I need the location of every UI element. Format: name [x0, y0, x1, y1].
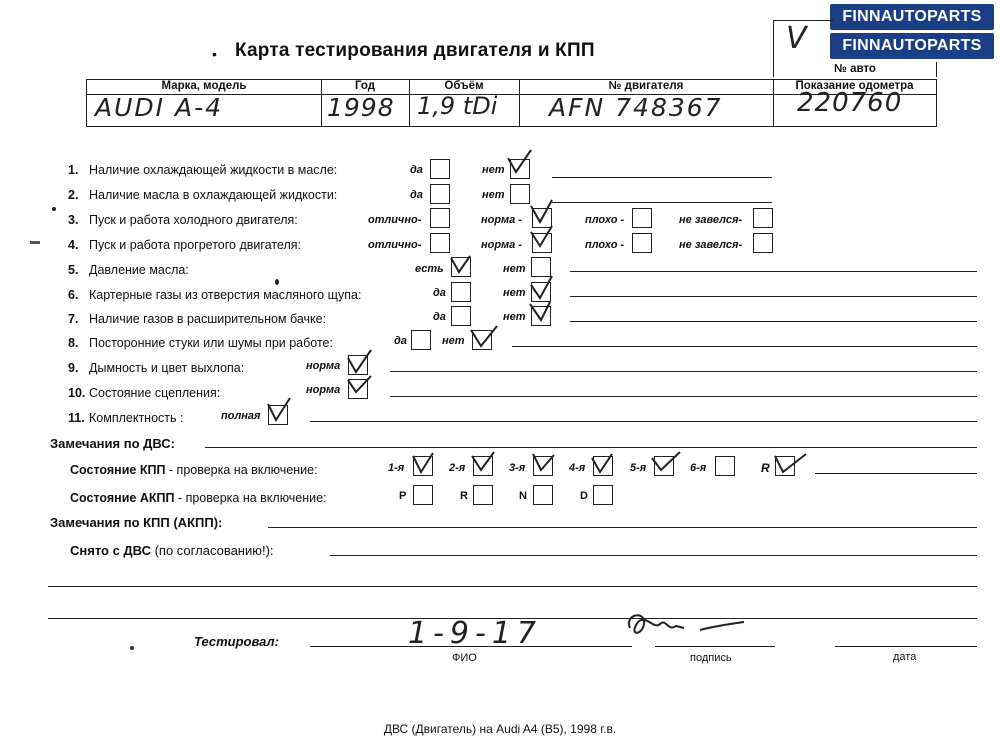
item-1-note-line[interactable] — [552, 177, 772, 178]
item-7-opt-no: нет — [503, 311, 526, 323]
item-10-number: 10. — [68, 386, 86, 400]
removed-line-2[interactable] — [48, 586, 977, 587]
item-10-opt-normal: норма — [306, 384, 341, 396]
item-2-label: Наличие масла в охлаждающей жидкости: — [89, 188, 338, 202]
item-2-no-checkbox[interactable] — [510, 184, 530, 204]
item-10-normal-checkbox[interactable] — [348, 379, 368, 399]
akpp-r-label: R — [460, 490, 468, 502]
item-8-yes-checkbox[interactable] — [411, 330, 431, 350]
tested-by-value: 1-9-17 — [408, 616, 542, 651]
item-4-opt-normal: норма - — [481, 239, 522, 251]
item-2-opt-no: нет — [482, 189, 505, 201]
kpp-gear-r-checkbox[interactable] — [775, 456, 795, 476]
kpp-gear-5-label: 5-я — [630, 462, 647, 474]
item-2-number: 2. — [68, 188, 79, 202]
item-9-note-line[interactable] — [390, 371, 977, 372]
stray-dot-4 — [130, 646, 134, 650]
removed-line[interactable] — [330, 555, 977, 556]
item-4-excellent-checkbox[interactable] — [430, 233, 450, 253]
title-bullet: • — [212, 46, 217, 62]
item-6-opt-yes: да — [433, 287, 446, 299]
kpp-gear-3-label: 3-я — [509, 462, 526, 474]
akpp-d-checkbox[interactable] — [593, 485, 613, 505]
kpp-gear-1-checkbox[interactable] — [413, 456, 433, 476]
kpp-note-line[interactable] — [815, 473, 977, 474]
item-7-note-line[interactable] — [570, 321, 977, 322]
signature-scribble — [620, 608, 750, 648]
auto-number-box — [773, 20, 834, 63]
item-8-number: 8. — [68, 336, 79, 350]
kpp-label: Состояние КПП - проверка на включение: — [70, 463, 318, 477]
col-engine-number: № двигателя — [608, 80, 684, 92]
remarks-engine-label: Замечания по ДВС: — [50, 436, 175, 451]
item-9-label: Дымность и цвет выхлопа: — [89, 361, 245, 375]
kpp-gear-6-label: 6-я — [690, 462, 707, 474]
item-8-note-line[interactable] — [512, 346, 977, 347]
remarks-kpp-label: Замечания по КПП (АКПП): — [50, 515, 223, 530]
stray-dot-2 — [30, 241, 40, 244]
item-8-opt-yes: да — [394, 335, 407, 347]
item-3-number: 3. — [68, 213, 79, 227]
akpp-n-label: N — [519, 490, 527, 502]
value-year: 1998 — [327, 93, 395, 122]
col-year: Год — [354, 80, 376, 92]
item-2-yes-checkbox[interactable] — [430, 184, 450, 204]
akpp-r-checkbox[interactable] — [473, 485, 493, 505]
akpp-p-checkbox[interactable] — [413, 485, 433, 505]
col-model: Марка, модель — [161, 80, 247, 92]
item-2-opt-yes: да — [410, 189, 423, 201]
item-11-note-line[interactable] — [310, 421, 977, 422]
auto-number-value: V — [786, 21, 807, 56]
kpp-gear-r-label: R — [761, 461, 770, 475]
item-5-label: Давление масла: — [89, 263, 189, 277]
item-4-opt-nostart: не завелся- — [679, 239, 743, 251]
fio-label: ФИО — [452, 652, 477, 664]
item-7-no-checkbox[interactable] — [531, 306, 551, 326]
kpp-gear-2-checkbox[interactable] — [473, 456, 493, 476]
item-9-number: 9. — [68, 361, 79, 375]
akpp-label: Состояние АКПП - проверка на включение: — [70, 491, 327, 505]
value-model: AUDI A-4 — [95, 93, 223, 122]
item-3-label: Пуск и работа холодного двигателя: — [89, 213, 298, 227]
signature-label: подпись — [690, 652, 732, 664]
kpp-gear-6-checkbox[interactable] — [715, 456, 735, 476]
item-11-label: Комплектность : — [89, 411, 184, 425]
kpp-gear-1-label: 1-я — [388, 462, 405, 474]
item-8-opt-no: нет — [442, 335, 465, 347]
auto-number-label-cell — [773, 62, 937, 77]
item-4-nostart-checkbox[interactable] — [753, 233, 773, 253]
item-8-no-checkbox[interactable] — [472, 330, 492, 350]
item-6-no-checkbox[interactable] — [531, 282, 551, 302]
item-5-number: 5. — [68, 263, 79, 277]
item-8-label: Посторонние стуки или шумы при работе: — [89, 336, 333, 350]
col-volume: Объём — [444, 80, 484, 92]
item-4-opt-excellent: отлично- — [368, 239, 422, 251]
auto-number-label: № авто — [834, 63, 876, 75]
header-table — [86, 79, 937, 127]
item-10-label: Состояние сцепления: — [89, 386, 221, 400]
item-4-normal-checkbox[interactable] — [532, 233, 552, 253]
kpp-gear-4-label: 4-я — [569, 462, 586, 474]
col-odometer: Показание одометра — [795, 80, 914, 92]
item-4-bad-checkbox[interactable] — [632, 233, 652, 253]
item-4-opt-bad: плохо - — [585, 239, 625, 251]
remarks-engine-line[interactable] — [205, 447, 977, 448]
item-7-opt-yes: да — [433, 311, 446, 323]
item-6-note-line[interactable] — [570, 296, 977, 297]
date-line[interactable] — [835, 646, 977, 647]
item-4-number: 4. — [68, 238, 79, 252]
item-1-label: Наличие охлаждающей жидкости в масле: — [89, 163, 338, 177]
stray-dot-1 — [52, 207, 56, 211]
kpp-gear-5-checkbox[interactable] — [654, 456, 674, 476]
value-engine-number: AFN 748367 — [549, 93, 723, 122]
item-3-opt-normal: норма - — [481, 214, 522, 226]
item-2-note-line[interactable] — [552, 202, 772, 203]
watermark-bottom: FINNAUTOPARTS — [830, 33, 994, 59]
item-3-normal-checkbox[interactable] — [532, 208, 552, 228]
value-volume: 1,9 tDi — [417, 92, 498, 120]
image-caption: ДВС (Двигатель) на Audi A4 (B5), 1998 г.в. — [383, 722, 617, 736]
item-5-opt-yes: есть — [415, 263, 444, 275]
item-1-yes-checkbox[interactable] — [430, 159, 450, 179]
item-7-yes-checkbox[interactable] — [451, 306, 471, 326]
removed-label: Снято с ДВС (по согласованию!): — [70, 543, 274, 558]
kpp-gear-4-checkbox[interactable] — [593, 456, 613, 476]
item-5-yes-checkbox[interactable] — [451, 257, 471, 277]
item-7-number: 7. — [68, 312, 79, 326]
kpp-gear-2-label: 2-я — [449, 462, 466, 474]
item-5-note-line[interactable] — [570, 271, 977, 272]
tested-by-label: Тестировал: — [194, 634, 279, 649]
item-5-opt-no: нет — [503, 263, 526, 275]
stray-dot-3 — [275, 279, 279, 285]
akpp-d-label: D — [580, 490, 588, 502]
item-11-opt-complete: полная — [221, 410, 261, 422]
item-9-opt-normal: норма — [306, 360, 341, 372]
item-3-opt-nostart: не завелся- — [679, 214, 743, 226]
akpp-p-label: P — [399, 490, 407, 502]
date-label: дата — [893, 651, 917, 663]
kpp-gear-3-checkbox[interactable] — [533, 456, 553, 476]
item-1-opt-yes: да — [410, 164, 423, 176]
remarks-kpp-line[interactable] — [268, 527, 977, 528]
item-11-number: 11. — [68, 411, 85, 425]
page-title: Карта тестирования двигателя и КПП — [235, 40, 595, 61]
item-3-nostart-checkbox[interactable] — [753, 208, 773, 228]
akpp-n-checkbox[interactable] — [533, 485, 553, 505]
item-3-opt-bad: плохо - — [585, 214, 625, 226]
item-3-bad-checkbox[interactable] — [632, 208, 652, 228]
item-6-opt-no: нет — [503, 287, 526, 299]
item-6-yes-checkbox[interactable] — [451, 282, 471, 302]
item-1-number: 1. — [68, 163, 79, 177]
item-10-note-line[interactable] — [390, 396, 977, 397]
item-6-number: 6. — [68, 288, 79, 302]
item-3-opt-excellent: отлично- — [368, 214, 422, 226]
item-1-no-checkbox[interactable] — [510, 159, 530, 179]
item-9-normal-checkbox[interactable] — [348, 355, 368, 375]
item-6-label: Картерные газы из отверстия масляного щупа: — [89, 288, 362, 302]
item-1-opt-no: нет — [482, 164, 505, 176]
item-11-complete-checkbox[interactable] — [268, 405, 288, 425]
item-7-label: Наличие газов в расширительном бачке: — [89, 312, 327, 326]
item-5-no-checkbox[interactable] — [531, 257, 551, 277]
item-3-excellent-checkbox[interactable] — [430, 208, 450, 228]
item-4-label: Пуск и работа прогретого двигателя: — [89, 238, 301, 252]
watermark-top: FINNAUTOPARTS — [830, 4, 994, 30]
value-odometer: 220760 — [797, 88, 903, 118]
